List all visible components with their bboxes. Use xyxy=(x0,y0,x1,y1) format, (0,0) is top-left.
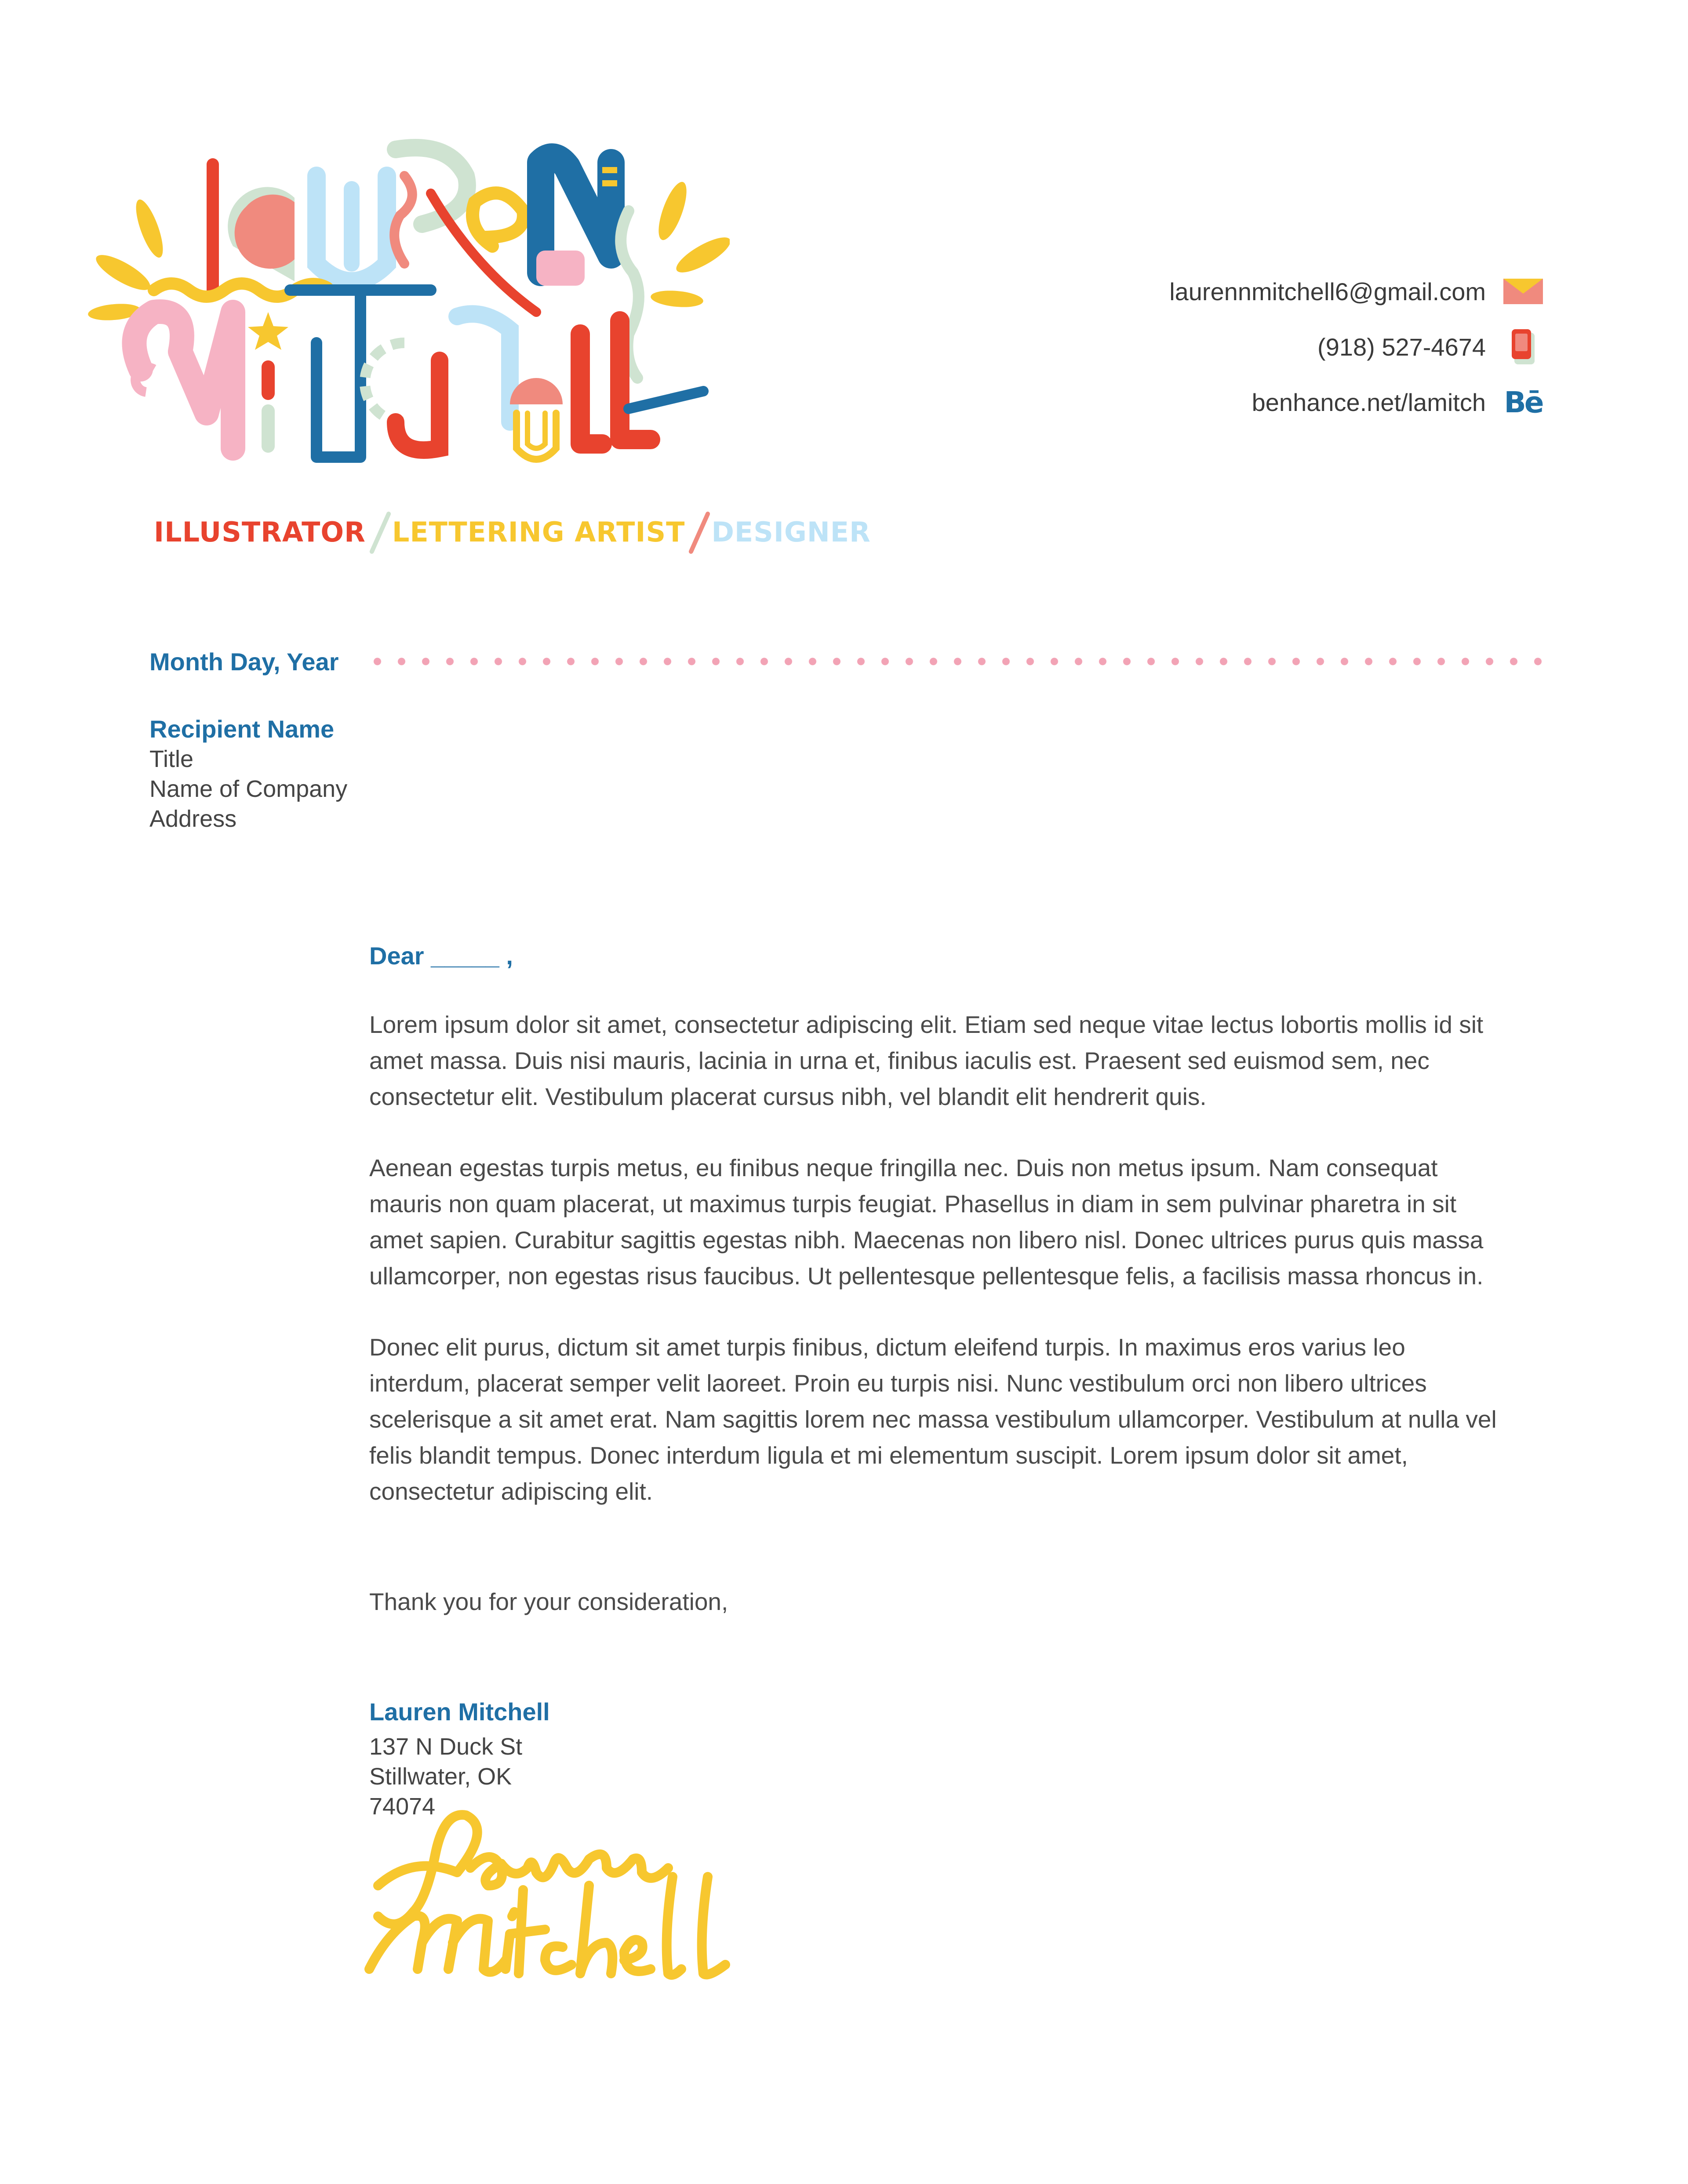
body-paragraph-3: Donec elit purus, dictum sit amet turpis finibus, dictum eleifend turpis. In maximus eros varius leo interdum, placerat semper velit laoreet. Proin eu turpis nisi. Nunc vestibulum orci non libero ultrices scelerisque a sit amet erat. Nam sagittis lorem nec massa vestibulum ullamcorper. Vestibulum at nulla vel felis blandit tempus. Donec interdum ligula et mi elementum suscipit. Lorem ipsum dolor sit amet, consectetur adipiscing elit. xyxy=(369,1334,1497,1505)
recipient-company: Name of Company xyxy=(149,776,348,802)
letter-body xyxy=(369,936,1508,1619)
sender-city: Stillwater, OK xyxy=(369,1763,512,1790)
tagline-designer: DESIGNER xyxy=(711,516,871,548)
portfolio-text[interactable]: benhance.net/lamitch xyxy=(1251,388,1486,416)
phone-text[interactable]: (918) 527-4674 xyxy=(1317,333,1486,361)
tagline-divider xyxy=(370,510,388,554)
contact-portfolio-row xyxy=(1015,374,1543,430)
body-paragraph-2: Aenean egestas turpis metus, eu finibus neque fringilla nec. Duis non metus ipsum. Nam consequat mauris non quam placerat, ut maximus turpis feugiat. Phasellus in diam in sem pulvinar pharetra in sit amet sapien. Curabitur sagittis egestas nibh. Maecenas non libero nisl. Donec ultrices purus quis massa ullamcorper, non egestas risus faucibus. Ut pellentesque pellentesque felis, a facilisis massa rhoncus in. xyxy=(369,1154,1484,1290)
recipient-title: Title xyxy=(149,746,194,772)
phone-icon xyxy=(1503,327,1543,367)
closing-line: Thank you for your consideration, xyxy=(369,1588,728,1615)
recipient-block xyxy=(149,714,347,834)
letter-date: Month Day, Year xyxy=(149,647,339,676)
signature xyxy=(360,1802,738,1987)
sender-zip: 74074 xyxy=(369,1793,436,1820)
date-row xyxy=(149,642,1547,681)
contact-email-row xyxy=(1015,264,1543,319)
contact-info xyxy=(1015,264,1543,430)
behance-glyph: Bē xyxy=(1504,385,1542,419)
behance-icon xyxy=(1503,382,1543,422)
tagline-lettering-artist: LETTERING ARTIST xyxy=(392,516,685,548)
recipient-address: Address xyxy=(149,806,237,832)
tagline xyxy=(154,505,871,558)
sender-name: Lauren Mitchell xyxy=(369,1698,550,1726)
tagline-illustrator: ILLUSTRATOR xyxy=(154,516,366,548)
email-text[interactable]: laurennmitchell6@gmail.com xyxy=(1169,277,1486,305)
contact-phone-row xyxy=(1015,319,1543,374)
salutation: Dear _____ , xyxy=(369,942,513,970)
dotted-divider xyxy=(365,657,1548,666)
lauren-mitchell-logo xyxy=(88,123,730,475)
tagline-divider xyxy=(689,510,707,554)
sender-street: 137 N Duck St xyxy=(369,1733,523,1760)
body-paragraph-1: Lorem ipsum dolor sit amet, consectetur adipiscing elit. Etiam sed neque vitae lectus lobortis mollis id sit amet massa. Duis nisi mauris, lacinia in urna et, finibus iaculis est. Praesent sed euismod sem, nec consectetur elit. Vestibulum placerat cursus nibh, vel blandit elit hendrerit quis. xyxy=(369,1011,1484,1110)
recipient-name: Recipient Name xyxy=(149,715,335,743)
envelope-icon xyxy=(1503,272,1543,311)
